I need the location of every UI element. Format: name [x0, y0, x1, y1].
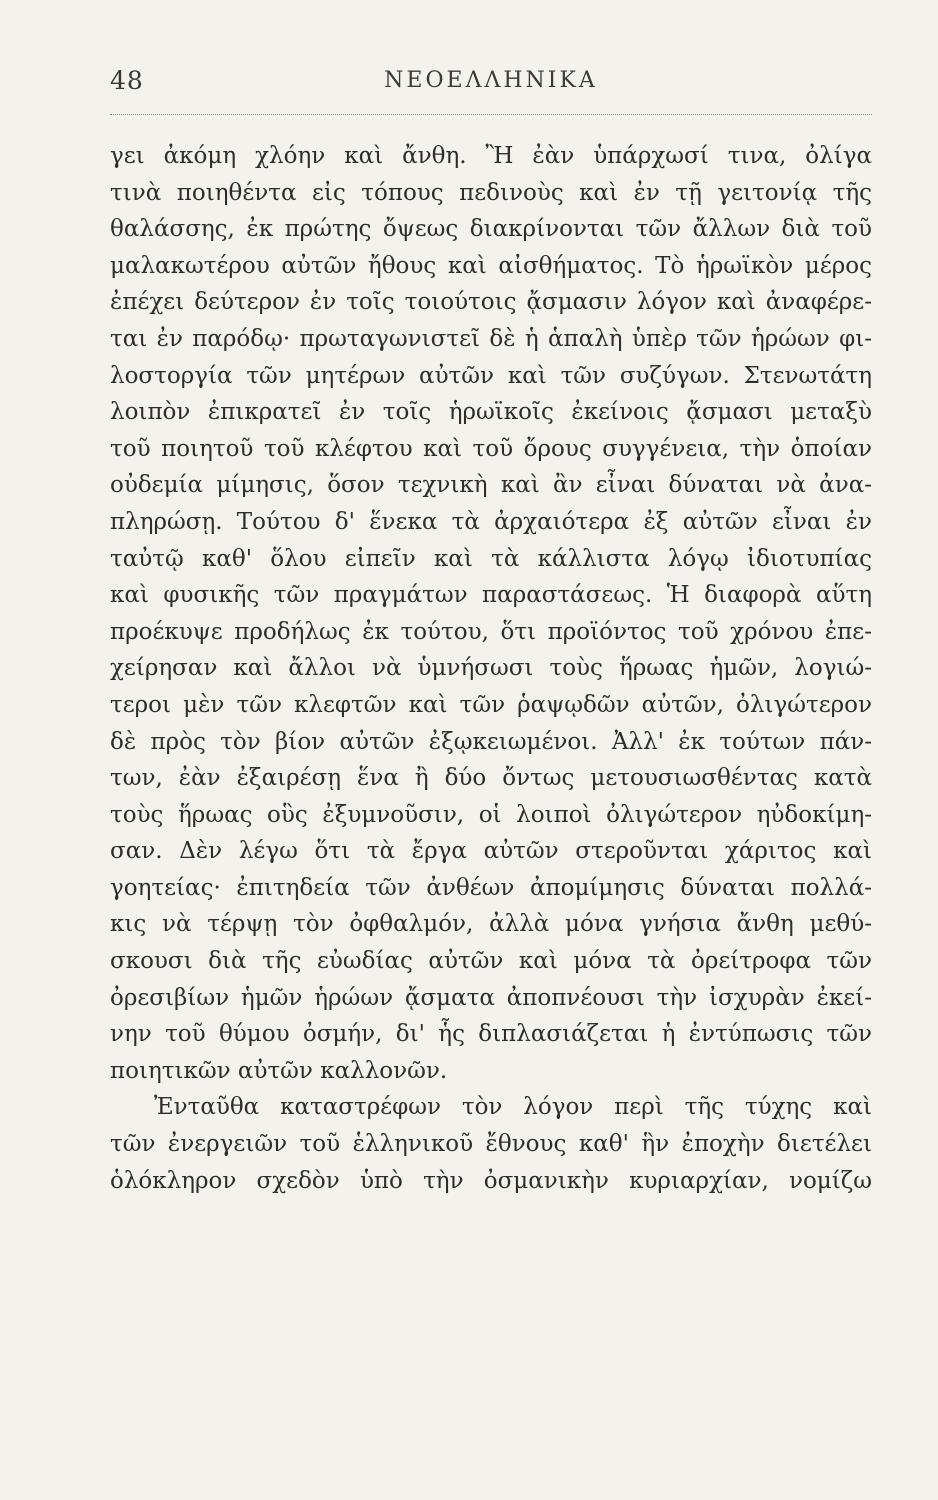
header-rule — [110, 114, 872, 115]
text-line: των, ἐὰν ἐξαιρέσῃ ἕνα ἢ δύο ὄντως μετουσιωσθέντας κατὰ — [110, 765, 872, 792]
text-line: νην τοῦ θύμου ὀσμήν, δι' ἧς διπλασιάζεται ἡ ἐντύπωσις τῶν — [110, 1021, 872, 1048]
text-line: ται ἐν παρόδῳ· πρωταγωνιστεῖ δὲ ἡ ἁπαλὴ ὑπὲρ τῶν ἡρώων φι- — [110, 325, 872, 352]
text-line: τινὰ ποιηθέντα εἰς τόπους πεδινοὺς καὶ ἐν τῇ γειτονίᾳ τῆς — [110, 179, 872, 206]
text-line: θαλάσσης, ἐκ πρώτης ὄψεως διακρίνονται τῶν ἄλλων διὰ τοῦ — [110, 216, 872, 243]
text-line: τοὺς ἥρωας οὓς ἐξυμνοῦσιν, οἱ λοιποὶ ὀλιγώτερον ηὐδοκίμη- — [110, 801, 872, 828]
text-line: χείρησαν καὶ ἄλλοι νὰ ὑμνήσωσι τοὺς ἥρωας ἡμῶν, λογιώ- — [110, 655, 872, 682]
text-line: καὶ φυσικῆς τῶν πραγμάτων παραστάσεως. Ἡ διαφορὰ αὕτη — [110, 582, 872, 609]
text-line: ποιητικῶν αὐτῶν καλλονῶν. — [110, 1057, 448, 1084]
body-text — [110, 138, 872, 1199]
text-line: τοῦ ποιητοῦ τοῦ κλέφτου καὶ τοῦ ὄρους συγγένεια, τὴν ὁποίαν — [110, 435, 872, 462]
text-line: ὀρεσιβίων ἡμῶν ἡρώων ᾄσματα ἀποπνέουσι τὴν ἰσχυρὰν ἐκεί- — [110, 984, 872, 1011]
text-line: ταὐτῷ καθ' ὅλου εἰπεῖν καὶ τὰ κάλλιστα λόγῳ ἰδιοτυπίας — [110, 545, 872, 572]
text-line: δὲ πρὸς τὸν βίον αὐτῶν ἐξῳκειωμένοι. Ἀλλ' ἐκ τούτων πάν- — [110, 728, 872, 755]
text-line: σαν. Δὲν λέγω ὅτι τὰ ἔργα αὐτῶν στεροῦνται χάριτος καὶ — [110, 838, 872, 865]
text-line: πληρώσῃ. Τούτου δ' ἕνεκα τὰ ἀρχαιότερα ἐξ αὐτῶν εἶναι ἐν — [110, 508, 872, 535]
text-line: γοητείας· ἐπιτηδεία τῶν ἀνθέων ἀπομίμησις δύναται πολλά- — [110, 874, 872, 901]
text-line: λοιπὸν ἐπικρατεῖ ἐν τοῖς ἡρωϊκοῖς ἐκείνοις ᾄσμασι μεταξὺ — [110, 399, 872, 426]
text-line: τεροι μὲν τῶν κλεφτῶν καὶ τῶν ῥαψῳδῶν αὐτῶν, ὀλιγώτερον — [110, 691, 872, 718]
page-number: 48 — [110, 66, 144, 95]
text-line: Ἐνταῦθα καταστρέφων τὸν λόγον περὶ τῆς τύχης καὶ — [154, 1094, 872, 1121]
text-line: σκουσι διὰ τῆς εὐωδίας αὐτῶν καὶ μόνα τὰ ὀρείτροφα τῶν — [110, 948, 872, 975]
text-line: ἐπέχει δεύτερον ἐν τοῖς τοιούτοις ᾄσμασιν λόγον καὶ ἀναφέρε- — [110, 289, 872, 316]
text-line: τῶν ἐνεργειῶν τοῦ ἑλληνικοῦ ἔθνους καθ' ἣν ἐποχὴν διετέλει — [110, 1131, 872, 1158]
running-head — [110, 66, 872, 106]
running-title: ΝΕΟΕΛΛΗΝΙΚΑ — [384, 68, 598, 93]
text-line: μαλακωτέρου αὐτῶν ἤθους καὶ αἰσθήματος. Τὸ ἡρωϊκὸν μέρος — [110, 252, 872, 279]
text-line: λοστοργία τῶν μητέρων αὐτῶν καὶ τῶν συζύγων. Στενωτάτη — [110, 362, 872, 389]
text-line: γει ἀκόμη χλόην καὶ ἄνθη. Ἢ ἐὰν ὑπάρχωσί τινα, ὀλίγα — [110, 143, 872, 169]
text-line: ὁλόκληρον σχεδὸν ὑπὸ τὴν ὀσμανικὴν κυριαρχίαν, νομίζω — [110, 1167, 872, 1194]
text-line: οὐδεμία μίμησις, ὅσον τεχνικὴ καὶ ἂν εἶναι δύναται νὰ ἀνα- — [110, 472, 872, 499]
text-line: κις νὰ τέρψῃ τὸν ὀφθαλμόν, ἀλλὰ μόνα γνήσια ἄνθη μεθύ- — [110, 911, 872, 938]
text-line: προέκυψε προδήλως ἐκ τούτου, ὅτι προϊόντος τοῦ χρόνου ἐπε- — [110, 618, 872, 645]
